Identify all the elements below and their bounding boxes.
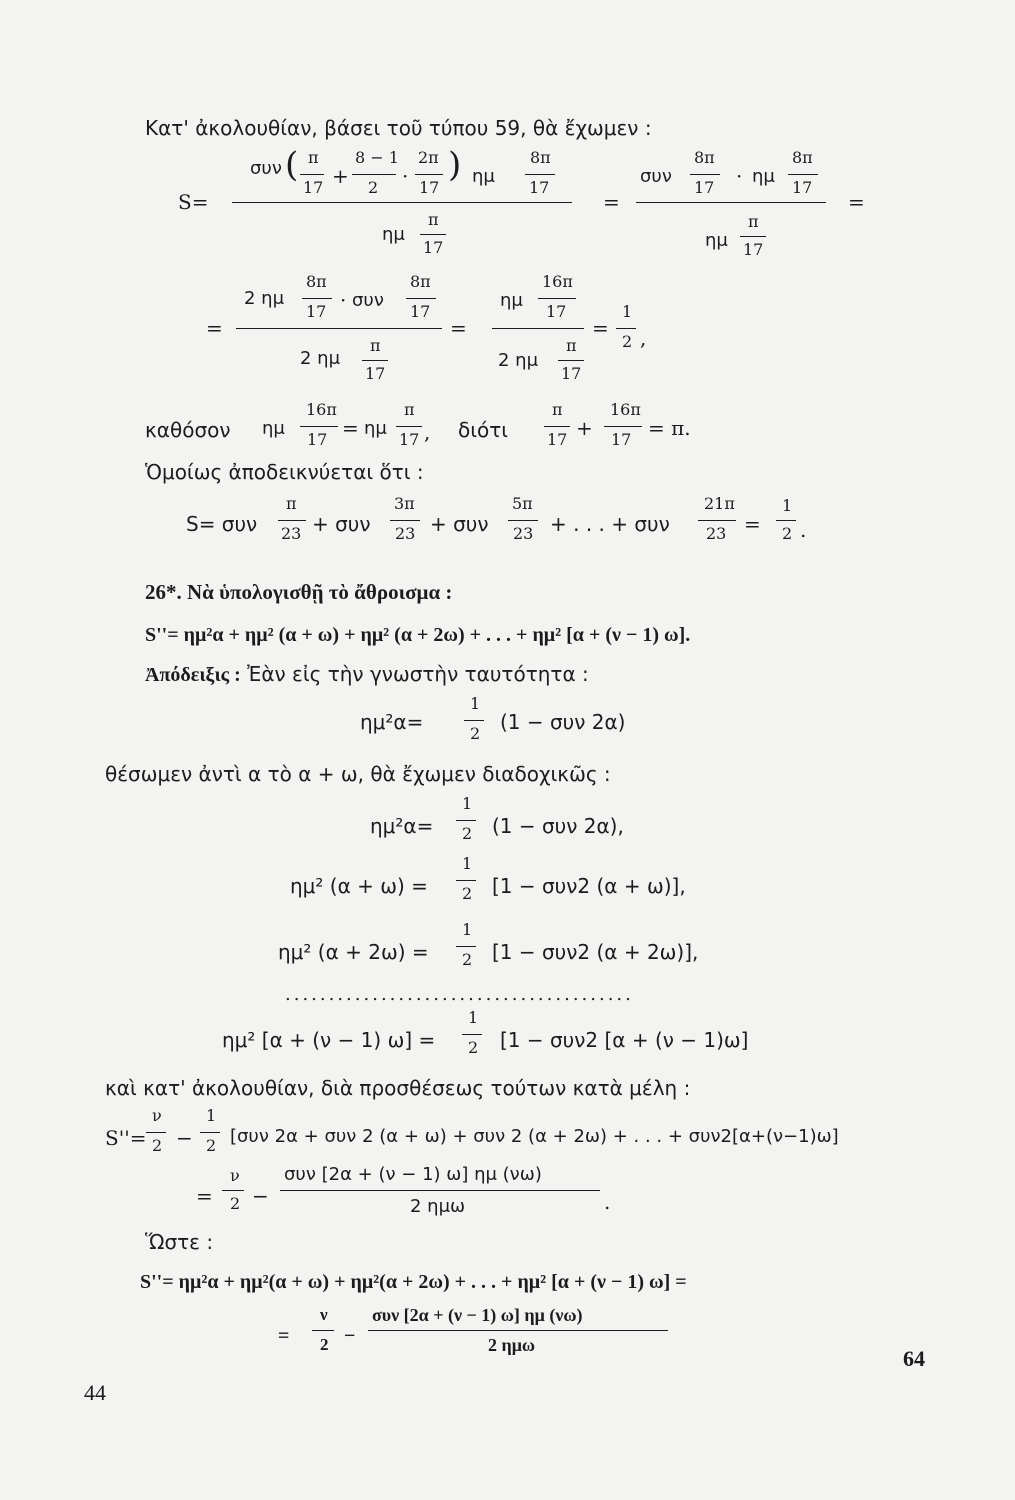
- book-page: Κατ' ἀκολουθίαν, βάσει τοῦ τύπου 59, θὰ ἔχωμεν : S= συν ( π 17 + 8 − 1 2 · 2π 17 ) ημ 8π 17 ημ π 17 = συν 8π 17 · ημ 8π 17 ημ π 17 = = 2 ημ 8π 17 · συν 8π 17 2 ημ π 17 = ημ 16π 17 2 ημ π 17 = 1 2 , καθόσον ημ 16π 17 = ημ π 17 , διότι π 17 + 16π 17 = π. Ὁμοίως ἀποδεικνύεται ὅτι : S= συν π 23 + συν 3π 23 + συν 5π 23 + . . . + συν 21π 23 = 1 2 . 26*. Νὰ ὑπολογισθῇ τὸ ἄθροισμα : S''= ημ²α + ημ² (α + ω) + ημ² (α + 2ω) + . . . + ημ² [α + (ν − 1) ω]. Ἀπόδειξις : Ἐὰν εἰς τὴν γνωστὴν ταυτότητα : ημ²α= 1 2 (1 − συν 2α) θέσωμεν ἀντὶ α τὸ α + ω, θὰ ἔχωμεν διαδοχικῶς : ημ²α= 1 2 (1 − συν 2α), ημ² (α + ω) = 1 2 [1 − συν2 (α + ω)], ημ² (α + 2ω) = 1 2 [1 − συν2 (α + 2ω)], ........................................ ημ² [α + (ν − 1) ω] = 1 2 [1 − συν2 [α + (ν − 1)ω] καὶ κατ' ἀκολουθίαν, διὰ προσθέσεως τούτων κατὰ μέλη : S''= ν 2 − 1 2 [συν 2α + συν 2 (α + ω) + συν 2 (α + 2ω) + . . . + συν2[α+(ν−1)ω] = ν 2 − συν [2α + (ν − 1) ω] ημ (νω) 2 ημω . Ὥστε : S''= ημ²α + ημ²(α + ω) + ημ²(α + 2ω) + . . . + ημ² [α + (ν − 1) ω] = = ν 2 − συν [2α + (ν − 1) ω] ημ (νω) 2 ημω 64 44: [84, 116, 925, 1405]
- final-sum-line: S''= ημ²α + ημ²(α + ω) + ημ²(α + 2ω) + . . . + ημ² [α + (ν − 1) ω] =: [140, 1271, 687, 1293]
- adding-line: καὶ κατ' ἀκολουθίαν, διὰ προσθέσεως τούτων κατὰ μέλη :: [105, 1076, 691, 1100]
- ellipsis-row: ........................................: [285, 984, 634, 1005]
- similarly-line: Ὁμοίως ἀποδεικνύεται ὅτι :: [145, 460, 424, 484]
- equation-number: 64: [903, 1346, 925, 1371]
- therefore-label: Ὥστε :: [145, 1230, 214, 1254]
- exercise-26-heading: 26*. Νὰ ὑπολογισθῇ τὸ ἄθροισμα :: [145, 580, 453, 604]
- proof-line: [145, 664, 589, 685]
- exercise-26-sum: S''= ημ²α + ημ² (α + ω) + ημ² (α + 2ω) + . . . + ημ² [α + (ν − 1) ω].: [145, 624, 691, 646]
- intro-line: Κατ' ἀκολουθίαν, βάσει τοῦ τύπου 59, θὰ ἔχωμεν :: [145, 116, 652, 140]
- page-number: 44: [84, 1380, 106, 1405]
- proof-label: Ἀπόδειξις :: [145, 664, 241, 686]
- proof-text: Ἐὰν εἰς τὴν γνωστὴν ταυτότητα :: [240, 662, 589, 686]
- substitute-line: θέσωμεν ἀντὶ α τὸ α + ω, θὰ ἔχωμεν διαδοχικῶς :: [105, 762, 611, 786]
